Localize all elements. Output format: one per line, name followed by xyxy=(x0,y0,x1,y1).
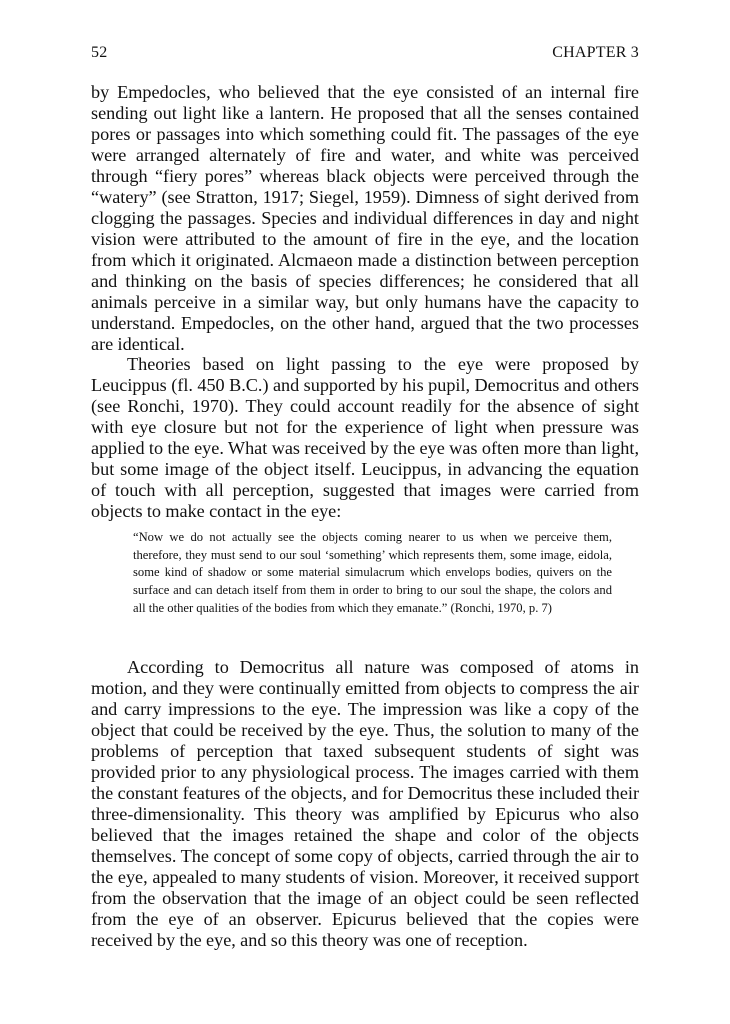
block-quote-ronchi: “Now we do not actually see the objects coming nearer to us when we perceive them, therefore, they must send to our soul ‘something’ which represents them, some image, eidola, some kind of shadow or some material simulacrum which envelops bodies, quivers on the surface and can detach itself from them in order to bring to our soul the shape, the colors and all the other qualities of the bodies from which they emanate.” (Ronchi, 1970, p. 7) xyxy=(133,530,612,615)
paragraph-block-3 xyxy=(91,657,639,951)
page-number: 52 xyxy=(91,44,108,61)
paragraph-democritus: According to Democritus all nature was composed of atoms in motion, and they were continually emitted from objects to compress the air and carry impressions to the eye. The impression was like a copy of the object that could be received by the eye. Thus, the solution to many of the problems of perception that taxed subsequent students of sight was provided prior to any physiological process. The images carried with them the constant features of the objects, and for Democritus these included their three-dimensionality. This theory was amplified by Epicurus who also believed that the images retained the shape and color of the objects themselves. The concept of some copy of objects, carried through the air to the eye, appealed to many students of vision. Moreover, it received support from the observation that the image of an object could be seen reflected from the eye of an observer. Epicurus believed that the copies were received by the eye, and so this theory was one of reception. xyxy=(91,657,639,950)
paragraph-block-2 xyxy=(91,354,639,522)
paragraph-empedocles: by Empedocles, who believed that the eye consisted of an internal fire sending out light like a lantern. He proposed that all the senses contained pores or passages into which something could fit. The passages of the eye were arranged alternately of fire and water, and white was perceived through “fiery pores” whereas black objects were perceived through the “watery” (see Stratton, 1917; Siegel, 1959). Dimness of sight derived from clogging the passages. Species and individual differences in day and night vision were attributed to the amount of fire in the eye, and the location from which it originated. Alcmaeon made a distinction between perception and thinking on the basis of species differences; he considered that all animals perceive in a similar way, but only humans have the capacity to understand. Empedocles, on the other hand, argued that the two processes are identical. xyxy=(91,82,639,354)
running-header xyxy=(91,44,639,62)
chapter-label: CHAPTER 3 xyxy=(552,44,639,61)
paragraph-leucippus: Theories based on light passing to the eye were proposed by Leucippus (fl. 450 B.C.) and supported by his pupil, Democritus and others (see Ronchi, 1970). They could account readily for the absence of sight with eye closure but not for the experience of light when pressure was applied to the eye. What was received by the eye was often more than light, but some image of the object itself. Leucippus, in advancing the equation of touch with all perception, suggested that images were carried from objects to make contact in the eye: xyxy=(91,354,639,521)
paragraph-block-1 xyxy=(91,82,639,355)
